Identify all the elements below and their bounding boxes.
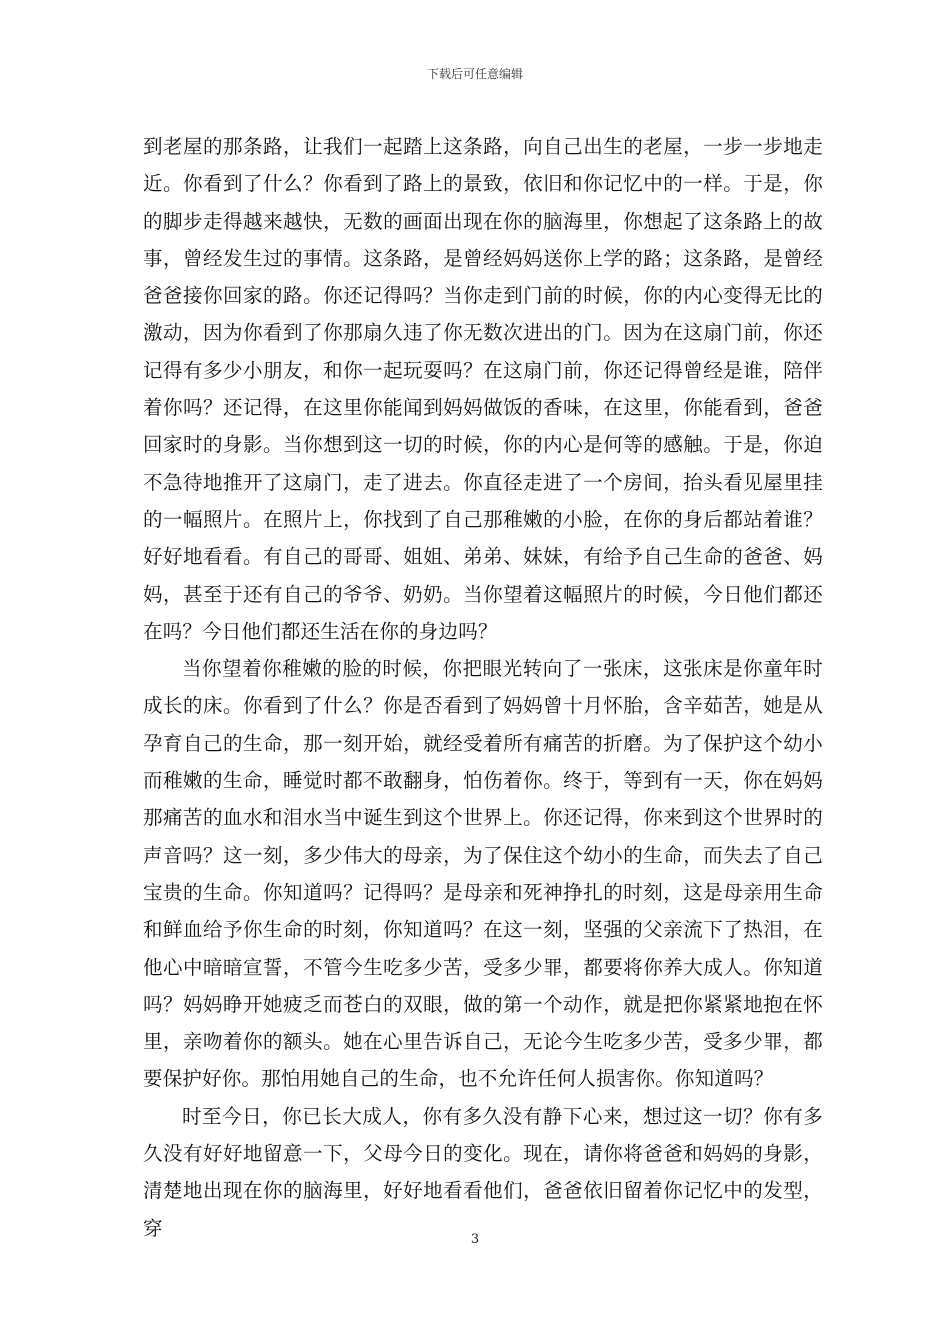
paragraph-3: 时至今日，你已长大成人，你有多久没有静下心来，想过这一切？你有多久没有好好地留意一下，父母今日的变化。现在，请你将爸爸和妈妈的身影，清楚地出现在你的脑海里，好好地看看他们，爸爸依旧留着你记忆中的发型，穿 [143, 1104, 823, 1240]
paragraph-1: 到老屋的那条路，让我们一起踏上这条路，向自己出生的老屋，一步一步地走近。你看到了什么？你看到了路上的景致，依旧和你记忆中的一样。于是，你的脚步走得越来越快，无数的画面出现在你的脑海里，你想起了这条路上的故事，曾经发生过的事情。这条路，是曾经妈妈送你上学的路；这条路，是曾经爸爸接你回家的路。你还记得吗？当你走到门前的时候，你的内心变得无比的激动，因为你看到了你那扇久违了你无数次进出的门。因为在这扇门前，你还记得有多少小朋友，和你一起玩耍吗？在这扇门前，你还记得曾经是谁，陪伴着你吗？还记得，在这里你能闻到妈妈做饭的香味，在这里，你能看到，爸爸回家时的身影。当你想到这一切的时候，你的内心是何等的感触。于是，你迫不急待地推开了这扇门，走了进去。你直径走进了一个房间，抬头看见屋里挂的一幅照片。在照片上，你找到了自己那稚嫩的小脸，在你的身后都站着谁？好好地看看。有自己的哥哥、姐姐、弟弟、妹妹，有给予自己生命的爸爸、妈妈，甚至于还有自己的爷爷、奶奶。当你望着这幅照片的时候，今日他们都还在吗？今日他们都还生活在你的身边吗？ [143, 135, 823, 643]
document-body [143, 128, 823, 1247]
page-header: 下载后可任意编辑 [426, 67, 523, 81]
paragraph-2: 当你望着你稚嫩的脸的时候，你把眼光转向了一张床，这张床是你童年时成长的床。你看到了什么？你是否看到了妈妈曾十月怀胎，含辛茹苦，她是从孕育自己的生命，那一刻开始，就经受着所有痛苦的折磨。为了保护这个幼小而稚嫩的生命，睡觉时都不敢翻身，怕伤着你。终于，等到有一天，你在妈妈那痛苦的血水和泪水当中诞生到这个世界上。你还记得，你来到这个世界时的声音吗？这一刻，多少伟大的母亲，为了保住这个幼小的生命，而失去了自己宝贵的生命。你知道吗？记得吗？是母亲和死神挣扎的时刻，这是母亲用生命和鲜血给予你生命的时刻，你知道吗？在这一刻，坚强的父亲流下了热泪，在他心中暗暗宣誓，不管今生吃多少苦，受多少罪，都要将你养大成人。你知道吗？妈妈睁开她疲乏而苍白的双眼，做的第一个动作，就是把你紧紧地抱在怀里，亲吻着你的额头。她在心里告诉自己，无论今生吃多少苦，受多少罪，都要保护好你。那怕用她自己的生命，也不允许任何人损害你。你知道吗？ [143, 657, 823, 1091]
page-number: 3 [470, 1232, 480, 1247]
